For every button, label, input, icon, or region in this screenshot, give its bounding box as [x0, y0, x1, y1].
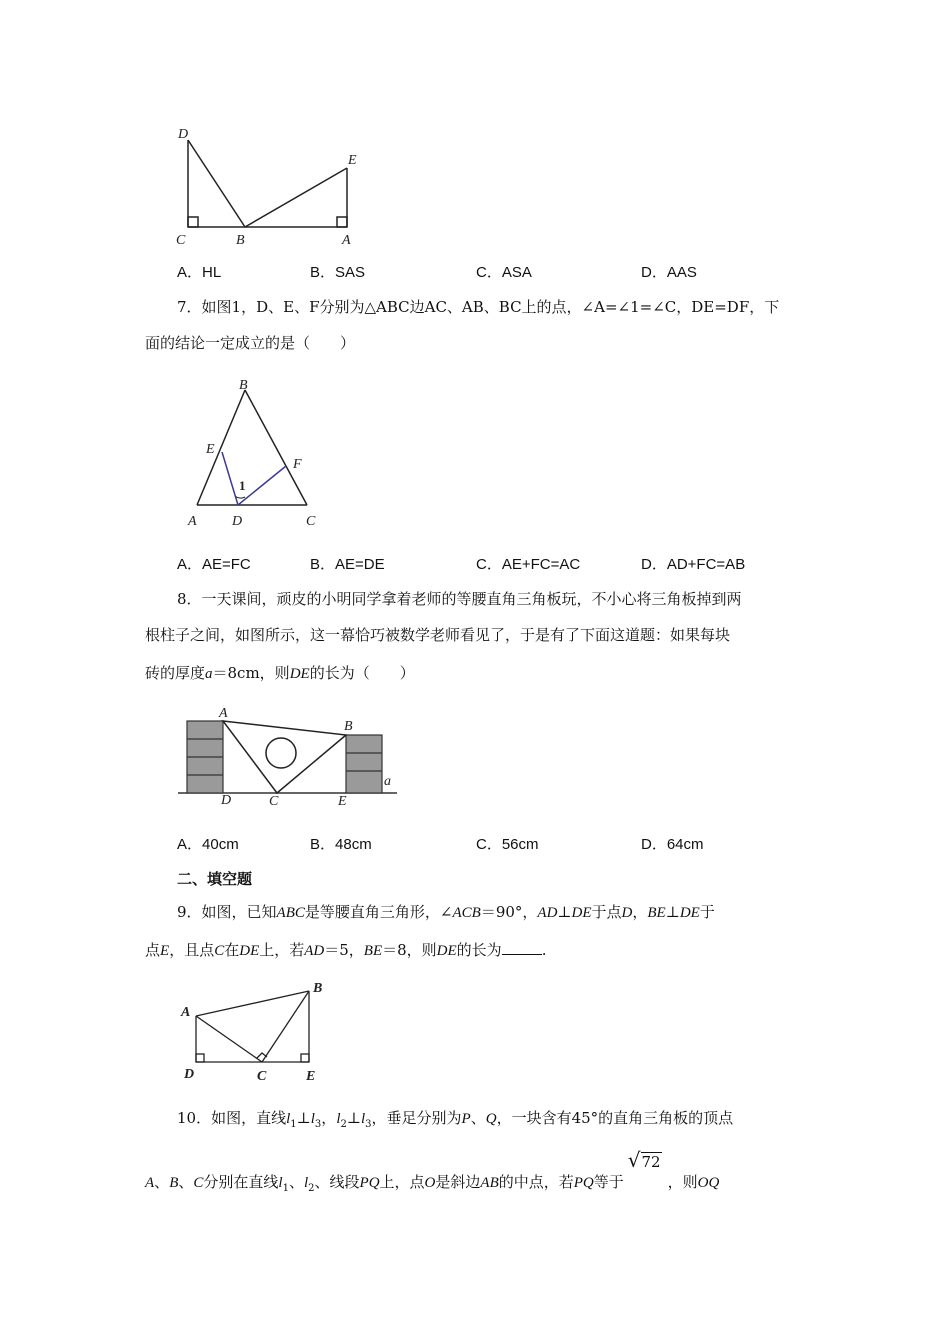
q6-option-a: A．HL	[177, 264, 222, 281]
label-A: A	[188, 514, 197, 529]
q10-s3a: 3	[314, 1119, 322, 1130]
segment-BC	[245, 390, 307, 505]
q9-t8: 于	[699, 903, 715, 921]
label-a: a	[384, 774, 391, 789]
segment-AB	[196, 991, 309, 1016]
right-pillar	[346, 735, 382, 793]
q10-l3a: l	[310, 1111, 315, 1127]
label-F: F	[293, 457, 302, 472]
label-E: E	[348, 153, 357, 168]
figure-q9	[175, 978, 335, 1088]
label-D: D	[221, 793, 232, 808]
q10-rAB: AB	[480, 1175, 499, 1191]
q9-u1: 点	[145, 941, 161, 959]
label-E: E	[338, 794, 347, 809]
q8-option-a: A．40cm	[177, 836, 239, 853]
q10-comma: ，	[321, 1109, 337, 1127]
q6-option-c: C．ASA	[476, 264, 532, 281]
q9-w4: AD	[304, 943, 325, 959]
q9-v6: BE	[647, 905, 666, 921]
q7-option-b: B．AE=DE	[310, 556, 385, 573]
q8-text-line1: 8．一天课间，顽皮的小明同学拿着老师的等腰直角三角板玩，不小心将三角板掉到两	[177, 590, 742, 608]
q9-u5: ＝5，	[324, 941, 364, 959]
right-angle-D	[196, 1054, 204, 1062]
q10-r9: 等于	[593, 1173, 624, 1191]
q10-s3b: 3	[365, 1119, 372, 1130]
q10-r7: 是斜边	[435, 1173, 481, 1191]
q9-w6: DE	[436, 943, 457, 959]
segment-BC	[262, 991, 309, 1062]
q8-text-b: ＝8cm，则	[212, 664, 290, 682]
q9-t4: ⊥	[557, 903, 572, 921]
q10-r4: 分别在直线	[203, 1173, 279, 1191]
right-angle-C	[188, 217, 198, 227]
q8-option-b: B．48cm	[310, 836, 372, 853]
segment-BE	[245, 168, 347, 227]
q9-t7: ⊥	[665, 903, 680, 921]
q7-option-c: C．AE+FC=AC	[476, 556, 581, 573]
q10-r2: B	[169, 1175, 179, 1191]
label-D: D	[232, 514, 243, 529]
q10-t2: ，垂足分别为	[371, 1109, 462, 1127]
q9-w2: C	[214, 943, 225, 959]
q10-t3: ，一块含有45°的直角三角板的顶点	[496, 1109, 734, 1127]
q10-dun: 、	[470, 1109, 486, 1127]
figure-q8	[175, 705, 405, 815]
q9-w1: E	[160, 943, 170, 959]
sqrt-radicand: 72	[641, 1153, 661, 1171]
ruler-hole	[266, 738, 296, 768]
q10-r3: C	[193, 1175, 204, 1191]
right-angle-E	[301, 1054, 309, 1062]
q10-rOQ: OQ	[697, 1175, 720, 1191]
label-E: E	[306, 1069, 316, 1084]
q9-v3: AD	[537, 905, 558, 921]
q10-rs1: 1	[282, 1183, 289, 1194]
label-E: E	[206, 442, 215, 457]
q9-w5: BE	[363, 943, 383, 959]
q7-option-a: A．AE=FC	[177, 556, 251, 573]
q7-text-line2: 面的结论一定成立的是（ ）	[145, 334, 356, 352]
q9-u8: .	[541, 941, 547, 959]
q8-text-a: 砖的厚度	[145, 664, 206, 682]
q10-perp2: ⊥	[346, 1109, 361, 1127]
right-angle-A	[337, 217, 347, 227]
q10-rl1: l	[278, 1175, 283, 1191]
q8-text-line2: 根柱子之间，如图所示，这一幕恰巧被数学老师看见了，于是有了下面这道题：如果每块	[145, 626, 731, 644]
figure-q6	[170, 120, 370, 250]
segment-DB	[188, 140, 245, 227]
q9-u6: ＝8，则	[382, 941, 437, 959]
label-C: C	[269, 794, 279, 809]
q9-u4: 上，若	[259, 941, 305, 959]
label-A: A	[219, 706, 228, 721]
q10-r6: 上，点	[379, 1173, 425, 1191]
label-A: A	[181, 1005, 191, 1020]
q7-option-d: D．AD+FC=AB	[641, 556, 746, 573]
q10-rl2: l	[303, 1175, 309, 1191]
label-C: C	[176, 233, 186, 248]
q10-perp1: ⊥	[296, 1109, 311, 1127]
label-B: B	[344, 719, 353, 734]
q10-r5: 、线段	[314, 1173, 360, 1191]
q9-w3: DE	[239, 943, 260, 959]
segment-DE	[222, 452, 238, 505]
figure-q7	[185, 375, 345, 535]
sqrt-sign: √	[627, 1148, 641, 1172]
q10-text-line2	[145, 1148, 720, 1199]
label-D: D	[178, 127, 189, 142]
q10-rs2: 2	[308, 1183, 315, 1194]
label-B: B	[236, 233, 245, 248]
q7-text-line1: 7．如图1，D、E、F分别为△ABC边AC、AB、BC上的点，∠A=∠1=∠C，DE=DF，下	[177, 298, 780, 316]
q9-t6: ，	[632, 903, 648, 921]
q10-l3b: l	[360, 1111, 366, 1127]
q8-option-c: C．56cm	[476, 836, 539, 853]
q10-rd1: 、	[154, 1173, 170, 1191]
q9-t5: 于点	[591, 903, 622, 921]
q9-v5: D	[621, 905, 633, 921]
segment-AC	[196, 1016, 262, 1062]
q9-u7: 的长为	[456, 941, 502, 959]
label-C: C	[257, 1069, 267, 1084]
label-C: C	[306, 514, 316, 529]
q10-s2: 2	[340, 1119, 347, 1130]
q10-l1: l	[286, 1111, 291, 1127]
segment-AB	[197, 390, 245, 505]
q10-rPQ: PQ	[359, 1175, 380, 1191]
q9-u2: ，且点	[169, 941, 215, 959]
q8-text-c: 的长为（ ）	[309, 664, 415, 682]
q10-l2: l	[336, 1111, 341, 1127]
section-title-fill-blank: 二、填空题	[177, 870, 253, 888]
q9-t1: 9．如图，已知	[177, 903, 277, 921]
q8-var-a: a	[205, 666, 213, 682]
q6-option-b: B．SAS	[310, 264, 366, 281]
q10-t1: 10．如图，直线	[177, 1109, 287, 1127]
q10-rd2: 、	[178, 1173, 194, 1191]
sqrt-expression	[628, 1150, 662, 1172]
q9-v4: DE	[571, 905, 592, 921]
q8-text-line3	[145, 663, 415, 684]
q10-rPQ2: PQ	[573, 1175, 594, 1191]
q10-P: P	[461, 1111, 471, 1127]
q10-r10: ，则	[667, 1173, 698, 1191]
q9-text-line2	[145, 940, 546, 961]
q9-u3: 在	[224, 941, 240, 959]
q10-Q: Q	[485, 1111, 497, 1127]
q8-option-d: D．64cm	[641, 836, 704, 853]
q9-t3: ＝90°，	[480, 903, 538, 921]
label-B: B	[239, 378, 248, 393]
q10-r8: 的中点，若	[498, 1173, 574, 1191]
q10-rO: O	[424, 1175, 436, 1191]
q9-t2: 是等腰直角三角形，∠	[304, 903, 453, 921]
label-A: A	[342, 233, 351, 248]
label-B: B	[313, 981, 323, 996]
q10-rd3: 、	[288, 1173, 304, 1191]
label-angle-1: 1	[239, 478, 246, 493]
label-D: D	[184, 1067, 195, 1082]
q6-option-d: D．AAS	[641, 264, 697, 281]
q9-v1: ABC	[276, 905, 305, 921]
q10-s1: 1	[290, 1119, 297, 1130]
answer-blank[interactable]	[502, 940, 542, 955]
q10-r1: A	[145, 1175, 155, 1191]
q10-text-line1	[177, 1108, 733, 1135]
q9-v2: ACB	[452, 905, 481, 921]
q9-v7: DE	[679, 905, 700, 921]
q8-var-de: DE	[289, 666, 310, 682]
q9-text-line1	[177, 902, 715, 923]
